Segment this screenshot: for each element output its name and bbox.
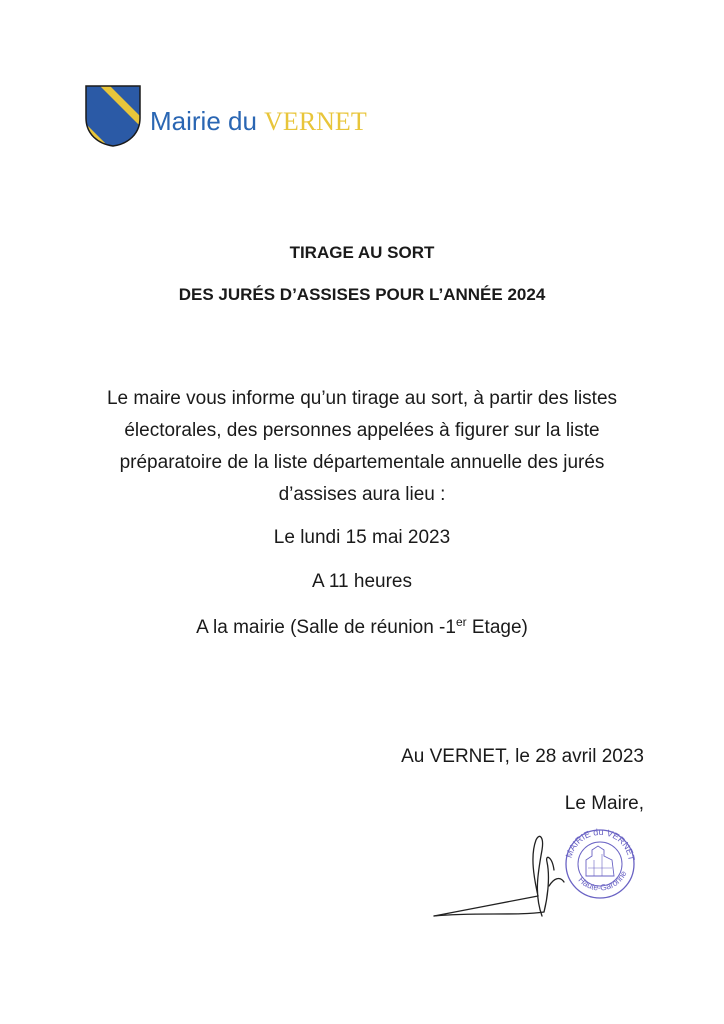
logo-text-mairie: Mairie du xyxy=(150,106,265,136)
stamp-text-bottom: Haute-Garonne xyxy=(576,869,629,893)
stamp-text-top: MAIRIE du VERNET xyxy=(563,826,637,862)
event-date: Le lundi 15 mai 2023 xyxy=(273,527,451,548)
event-place xyxy=(0,615,724,639)
svg-text:Haute-Garonne xyxy=(576,869,628,893)
logo-text-vernet: VERNET xyxy=(264,107,367,136)
document-title-line1: TIRAGE AU SORT xyxy=(289,243,435,262)
announcement-paragraph: Le maire vous informe qu’un tirage au sort, à partir des listes électorales, des personnes appelées à figurer sur la liste préparatoire de la liste départementale annuelle des jurés d’assises aura lieu : xyxy=(106,388,618,505)
signatory-title: Le Maire, xyxy=(564,793,644,814)
event-place-text: A la mairie (Salle de réunion -1 xyxy=(196,617,456,638)
svg-text:MAIRIE du VERNET xyxy=(564,827,637,862)
coat-of-arms-icon xyxy=(84,84,142,148)
mairie-logo xyxy=(84,84,484,148)
event-place-superscript: er xyxy=(455,615,467,629)
logo-text xyxy=(150,106,367,137)
event-place-text-end: Etage) xyxy=(466,617,528,638)
handwritten-signature xyxy=(434,836,564,916)
signature-and-stamp xyxy=(426,826,646,926)
event-time: A 11 heures xyxy=(311,571,412,592)
place-and-date: Au VERNET, le 28 avril 2023 xyxy=(401,746,644,767)
mairie-stamp xyxy=(564,827,637,898)
document-title-line2: DES JURÉS D’ASSISES POUR L’ANNÉE 2024 xyxy=(178,285,546,304)
